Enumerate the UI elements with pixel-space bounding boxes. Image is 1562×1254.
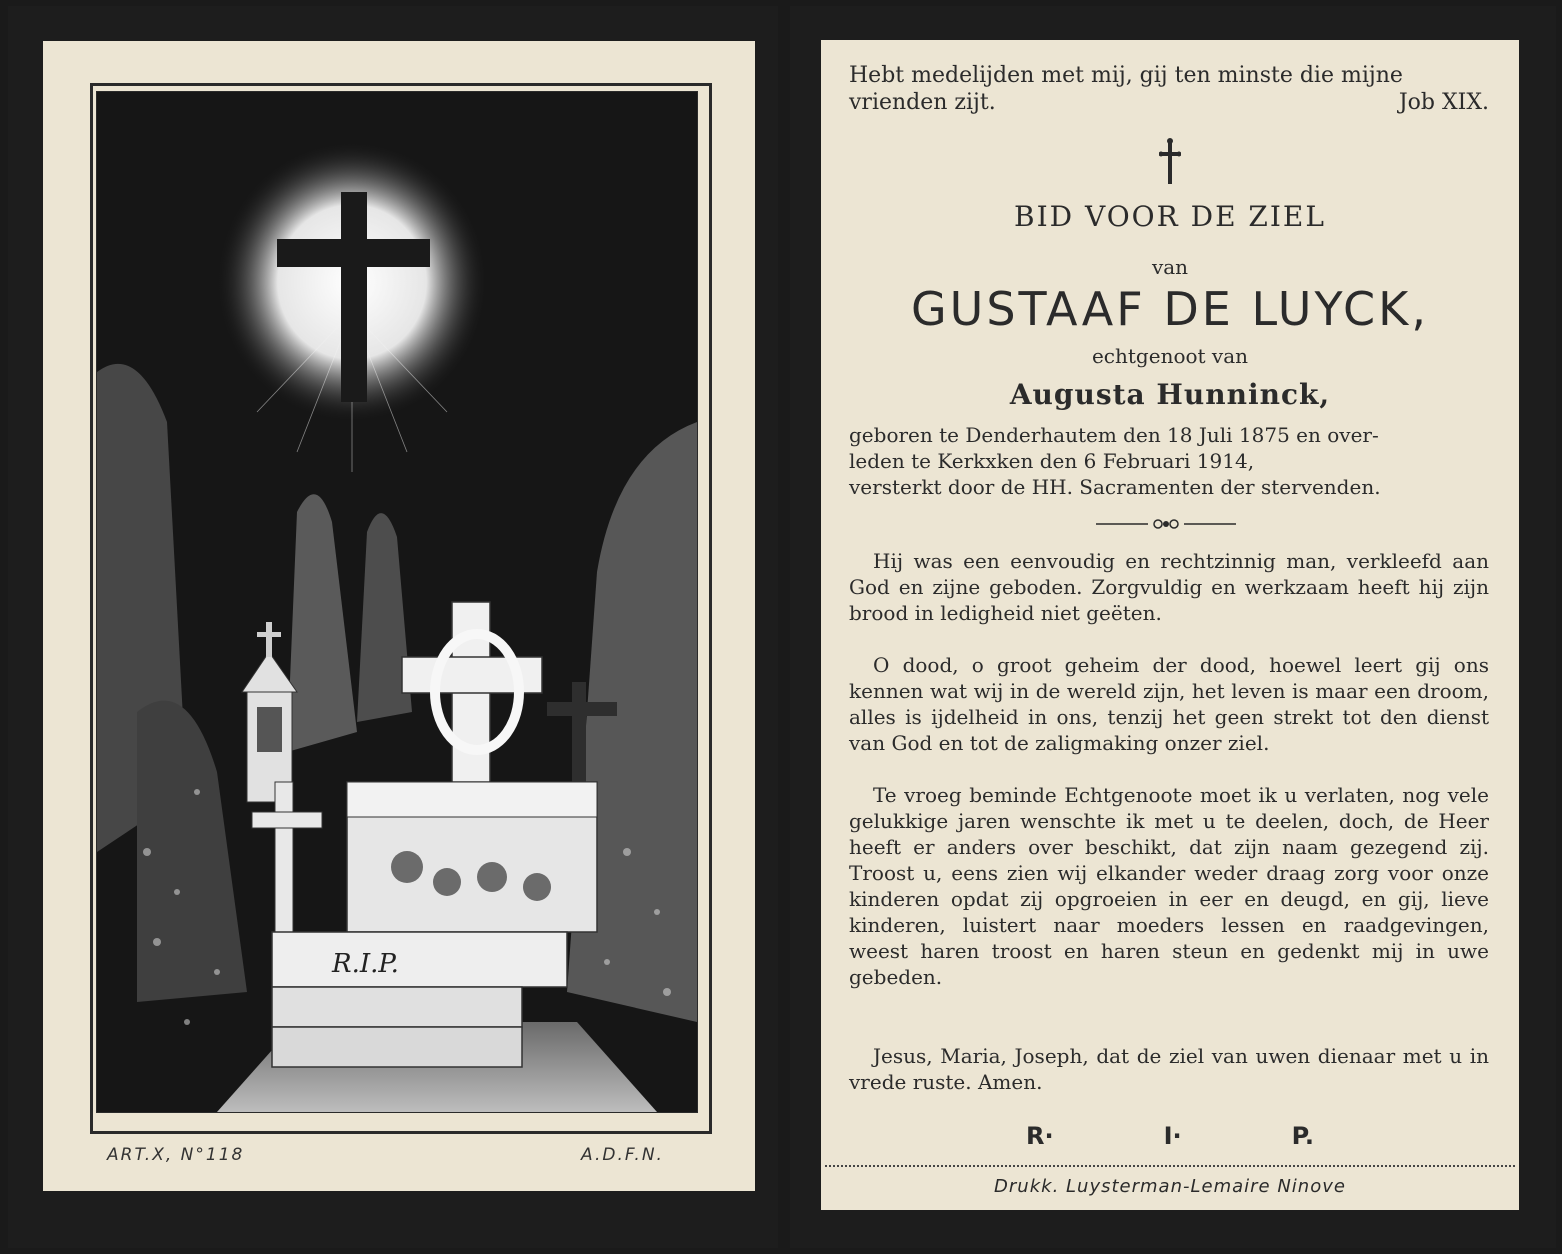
epigraph-line2: vrienden zijt.: [849, 90, 996, 115]
rip-r: R·: [1026, 1122, 1054, 1150]
printer-credit: Drukk. Luysterman-Lemaire Ninove: [994, 1176, 1346, 1197]
ornamental-cross-icon: [1159, 138, 1181, 186]
epigraph: [849, 62, 1489, 116]
epigraph-source: Job XIX.: [1398, 90, 1489, 115]
birth-line: geboren te Denderhautem den 18 Juli 1875 en over-: [849, 423, 1379, 447]
paragraph-farewell: Te vroeg beminde Echtgenoote moet ik u verlaten, nog vele gelukkige jaren wenschte ik met u te deelen, doch, de Heer heeft er anders over beschikt, dat zijn naam gezegend zij. Troost u, eens zien wij elkander weder draag zorg voor onze kinderen opdat zij opgroeien in eer en deugd, en gij, lieve kinderen, luistert naar moeders lessen en raadgevingen, weest haren troost en haren steun en gedenkt mij in uwe gebeden.: [849, 783, 1489, 989]
art-number: ART.X, N°118: [107, 1145, 245, 1165]
left-card: [43, 41, 755, 1191]
rip-i: I·: [1163, 1122, 1182, 1150]
epigraph-line1: Hebt medelijden met mij, gij ten minste die mijne: [849, 63, 1403, 88]
epigraph-line2-row: [849, 89, 1489, 116]
sacrament-line: versterkt door de HH. Sacramenten der stervenden.: [849, 475, 1381, 499]
memorial-scene: [96, 91, 698, 1113]
deceased-name: GUSTAAF DE LUYCK,: [911, 282, 1429, 336]
prayer-heading: BID VOOR DE ZIEL: [1014, 200, 1326, 233]
paragraph-character: Hij was een eenvoudig en rechtzinnig man, verkleefd aan God en zijne geboden. Zorgvuldig en werkzaam heeft hij zijn brood in ledigheid niet geëten.: [849, 549, 1489, 625]
memorial-illustration: [97, 92, 697, 1112]
paragraph-prayer: Jesus, Maria, Joseph, dat de ziel van uwen dienaar met u in vrede ruste. Amen.: [849, 1044, 1489, 1094]
prayer-card-text: [821, 40, 1519, 1210]
publisher-mark: A.D.F.N.: [581, 1145, 664, 1165]
svg-text:R.I.P.: R.I.P.: [332, 949, 399, 979]
right-panel: [790, 6, 1556, 1248]
left-panel: [8, 6, 778, 1248]
ornament-divider-icon: [1096, 516, 1236, 532]
van-label: van: [1151, 255, 1189, 279]
dotted-rule: [825, 1165, 1515, 1167]
rip-p: P.: [1291, 1122, 1314, 1150]
death-line: leden te Kerkxken den 6 Februari 1914,: [849, 449, 1255, 473]
paragraph-death-mystery: O dood, o groot geheim der dood, hoewel leert gij ons kennen wat wij in de wereld zijn, het leven is maar een droom, alles is ijdelheid in ons, tenzij het geen strekt tot den dienst van God en tot de zaligmaking onzer ziel.: [849, 653, 1489, 755]
spouse-name: Augusta Hunninck,: [1009, 378, 1331, 411]
spouse-intro: echtgenoot van: [1091, 344, 1249, 368]
rip-letters: [821, 1122, 1519, 1150]
birth-death-details: [849, 422, 1489, 500]
